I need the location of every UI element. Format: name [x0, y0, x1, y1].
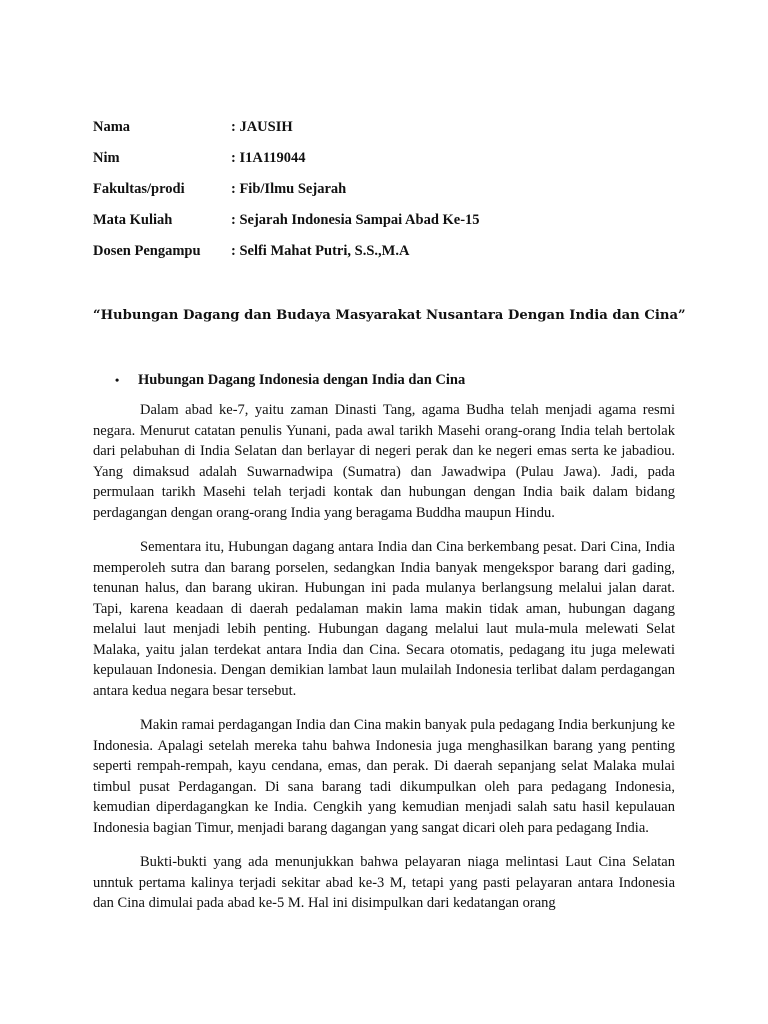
- info-value: : I1A119044: [231, 150, 306, 166]
- info-label: Nim: [93, 150, 120, 166]
- paragraph: Makin ramai perdagangan India dan Cina makin banyak pula pedagang India berkunjung ke Indonesia. Apalagi setelah mereka tahu bahwa Indonesia juga menghasilkan barang yang penting seperti rempah-rempah, kayu cendana, emas, dan perak. Di daerah sepanjang selat Malaka mulai timbul pusat Perdagangan. Di sana barang tadi dikumpulkan oleh para pedagang Indonesia, kemudian diperdagangkan ke India. Cengkih yang kemudian menjadi salah satu hasil kepulauan Indonesia bagian Timur, menjadi barang dagangan yang sangat dicari oleh para pedagang India.: [93, 717, 675, 836]
- info-label: Dosen Pengampu: [93, 243, 201, 259]
- info-value: : JAUSIH: [231, 119, 293, 135]
- info-row-dosen: [93, 241, 653, 272]
- section-heading: [115, 370, 465, 390]
- info-row-mata-kuliah: [93, 210, 653, 241]
- paragraph: Bukti-bukti yang ada menunjukkan bahwa pelayaran niaga melintasi Laut Cina Selatan unntuk pertama kalinya terjadi sekitar abad ke-3 M, tetapi yang pasti pelayaran antara Indonesia dan Cina dimulai pada abad ke-5 M. Hal ini disimpulkan dari kedatangan orang: [93, 854, 675, 911]
- paragraph: Dalam abad ke-7, yaitu zaman Dinasti Tang, agama Budha telah menjadi agama resmi negara. Menurut catatan penulis Yunani, pada awal tarikh Masehi orang-orang India telah bertolak dari pelabuhan di India Selatan dan berlayar di negeri perak dan ke negeri emas serta ke jabadiou. Yang dimaksud adalah Suwarnadwipa (Sumatra) dan Jawadwipa (Pulau Jawa). Jadi, pada permulaan tarikh Masehi telah terjadi kontak dan hubungan dengan India baik dalam bidang perdagangan dengan orang-orang India yang beragama Buddha maupun Hindu.: [93, 402, 675, 521]
- info-label: Nama: [93, 119, 131, 135]
- info-value: : Sejarah Indonesia Sampai Abad Ke-15: [231, 212, 480, 228]
- info-value: : Fib/Ilmu Sejarah: [231, 181, 347, 197]
- info-label: Mata Kuliah: [93, 212, 173, 228]
- info-row-fakultas: [93, 179, 653, 210]
- document-title: “Hubungan Dagang dan Budaya Masyarakat Nusantara Dengan India dan Cina”: [93, 308, 686, 323]
- paragraph: Sementara itu, Hubungan dagang antara India dan Cina berkembang pesat. Dari Cina, India memperoleh sutra dan barang porselen, sedangkan India banyak mengekspor barang dari gading, tenunan halus, dan barang ukiran. Hubungan ini pada mulanya berlangsung melalui jalan darat. Tapi, karena keadaan di daerah pedalaman makin lama makin tidak aman, hubungan dagang melalui laut menjadi lebih penting. Hubungan dagang melalui laut mula-mula melewati Selat Malaka, yaitu jalan terdekat antara India dan Cina. Secara otomatis, pedagang itu juga melewati kepulauan Indonesia. Dengan demikian lambat laun mulailah Indonesia terlibat dalam perdagangan antara kedua negara besar tersebut.: [93, 539, 675, 699]
- info-label: Fakultas/prodi: [93, 181, 185, 197]
- info-value: : Selfi Mahat Putri, S.S.,M.A: [231, 243, 410, 259]
- student-info-table: [93, 117, 653, 272]
- info-row-nim: [93, 148, 653, 179]
- body-text: [93, 400, 675, 928]
- section-heading-text: Hubungan Dagang Indonesia dengan India dan Cina: [138, 372, 466, 388]
- info-row-nama: [93, 117, 653, 148]
- bullet-icon: •: [115, 373, 120, 387]
